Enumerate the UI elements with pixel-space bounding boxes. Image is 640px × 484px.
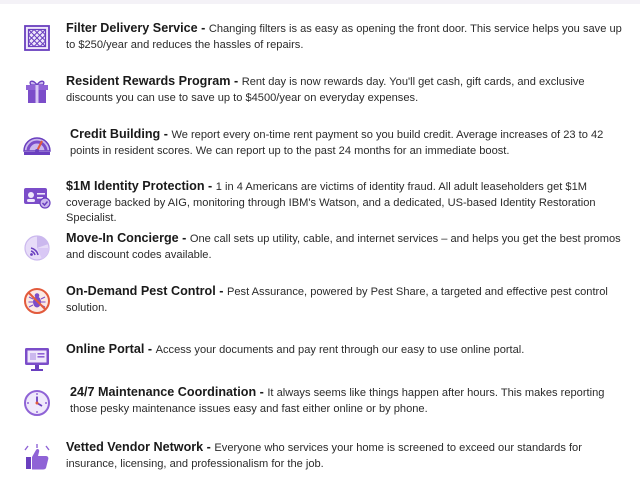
list-item-vetted-vendor: [22, 440, 634, 484]
identity-card-icon: [22, 181, 52, 211]
list-item-resident-rewards: [22, 74, 634, 118]
title-separator: -: [178, 231, 190, 245]
title-separator: -: [203, 440, 215, 454]
list-item-pest-control: [22, 284, 634, 328]
item-description: Changing filters is as easy as opening the front door. This service helps you save up to $250/year and reduces the hassles of repairs.: [66, 23, 622, 51]
item-title: Vetted Vendor Network: [66, 440, 204, 454]
list-item-move-in-concierge: [22, 231, 634, 275]
item-description: It always seems like things happen after hours. This makes reporting those pesky maintenance issues easy and fast either online or by phone.: [70, 387, 605, 415]
item-title: On-Demand Pest Control: [66, 284, 216, 298]
item-description: Everyone who services your home is screened to exceed our standards for insurance, licensing, and professionalism for the job.: [66, 442, 582, 470]
title-separator: -: [160, 127, 172, 141]
title-separator: -: [230, 74, 242, 88]
no-pest-icon: [22, 286, 52, 316]
item-description: Pest Assurance, powered by Pest Share, a targeted and effective pest control solution.: [66, 286, 608, 314]
list-item-filter-delivery: [22, 21, 634, 65]
thumbs-up-icon: [22, 442, 52, 472]
list-item-online-portal: [22, 342, 634, 386]
gift-box-icon: [22, 76, 52, 106]
item-title: 24/7 Maintenance Coordination: [70, 385, 257, 399]
item-description: 1 in 4 Americans are victims of identity fraud. All adult leaseholders get $1M coverage backed by AIG, monitoring through IBM's Watson, and a dedicated, US-based Identity Restoration Specialist.: [66, 181, 596, 224]
item-title: Filter Delivery Service: [66, 21, 198, 35]
title-separator: -: [256, 385, 268, 399]
title-separator: -: [204, 179, 216, 193]
list-item-credit-building: [22, 127, 634, 171]
concierge-wifi-icon: [22, 233, 52, 263]
clock-icon: [22, 387, 52, 417]
item-title: Credit Building: [70, 127, 161, 141]
item-description: We report every on-time rent payment so you build credit. Average increases of 23 to 42 points in resident scores. We can report up to the past 24 months for an immediate boost.: [70, 129, 604, 157]
title-separator: -: [215, 284, 227, 298]
item-description: One call sets up utility, cable, and internet services – and helps you get the best promos and discount codes available.: [66, 233, 621, 261]
title-separator: -: [144, 342, 156, 356]
list-item-maintenance: [22, 385, 634, 429]
item-description: Rent day is now rewards day. You'll get cash, gift cards, and exclusive discounts you can use to save up to $4500/year on everyday expenses.: [66, 76, 585, 104]
item-title: Move-In Concierge: [66, 231, 179, 245]
title-separator: -: [197, 21, 209, 35]
item-title: Resident Rewards Program: [66, 74, 231, 88]
list-item-identity-protection: [22, 179, 634, 223]
filter-grid-icon: [22, 23, 52, 53]
top-strip: [0, 0, 640, 4]
item-title: $1M Identity Protection: [66, 179, 205, 193]
item-title: Online Portal: [66, 342, 145, 356]
monitor-portal-icon: [22, 344, 52, 374]
credit-gauge-icon: [22, 129, 52, 159]
item-description: Access your documents and pay rent through our easy to use online portal.: [155, 344, 525, 356]
